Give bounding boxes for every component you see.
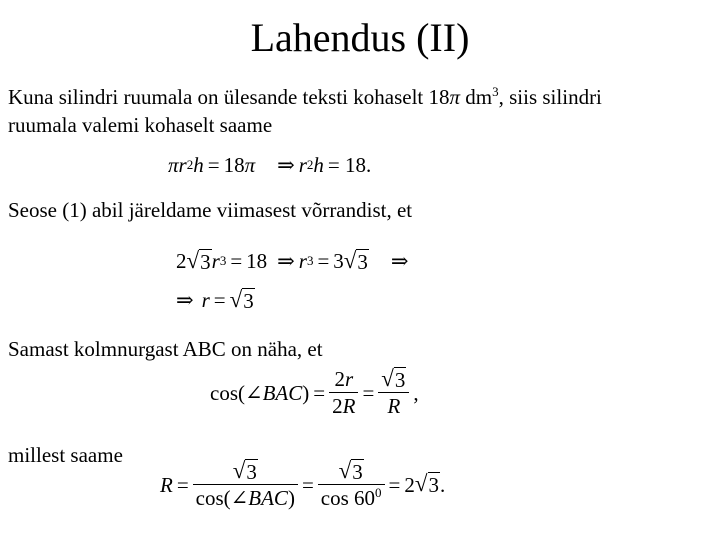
eq3-equals2: = (362, 380, 375, 405)
eq3-den2-R: R (387, 394, 401, 418)
eq3-num-r: r (344, 367, 354, 391)
eq1-pi: π (168, 153, 179, 177)
eq2-sqrt2-content: 3 (357, 249, 368, 274)
eq3-den-R: R (342, 394, 356, 418)
eq3-sqrt-content: 3 (394, 368, 406, 392)
angle-icon: ∠ (245, 380, 263, 405)
equation-4 (160, 458, 445, 511)
eq2-sqrt (187, 249, 212, 274)
eq2-line2-equals: = (213, 288, 226, 312)
eq3-fraction-1 (329, 366, 358, 419)
eq1-r: r (178, 153, 187, 177)
eq2-implies: ⇒ (277, 249, 295, 273)
eq3-den-coef: 2 (332, 394, 343, 418)
eq2-rhs: 18 (246, 249, 268, 273)
equation-2-line-1: 2 √ 3 r 3 = 18 ⇒ r 3 = 3 √ 3 ⇒ (176, 247, 409, 274)
sqrt-icon: √ (414, 471, 428, 496)
equation-1: π r 2 h = 18 π ⇒ r 2 h = 18. (168, 153, 372, 177)
eq4-R: R (160, 472, 173, 497)
eq4-equals2: = (301, 472, 314, 497)
text-relation: Seose (1) abil järeldame viimasest võrrandist, et (8, 198, 413, 222)
eq2-line2-sqrt (230, 288, 255, 313)
eq3-bac: BAC (262, 380, 303, 405)
eq4-degree: 0 (375, 485, 382, 500)
eq2-line2-implies: ⇒ (176, 288, 194, 312)
equation-2-line-2 (176, 287, 255, 313)
eq4-den2-cos: cos 60 (320, 486, 376, 510)
eq3-equals: = (313, 380, 326, 405)
eq4-sqrt2-content: 3 (352, 460, 363, 484)
eq2-equals2: = (317, 249, 330, 273)
eq2-implies2: ⇒ (390, 249, 409, 273)
eq4-equals3: = (388, 472, 401, 497)
eq1-h: h (193, 153, 204, 177)
eq2-r: r (211, 249, 220, 273)
eq4-rhs-sqrt-content: 3 (428, 473, 440, 497)
eq4-bac: BAC (248, 486, 288, 510)
sqrt-icon: √ (229, 286, 243, 312)
text-triangle: Samast kolmnurgast ABC on näha, et (8, 337, 323, 361)
sqrt-icon: √ (343, 247, 357, 273)
eq4-den-close: ) (287, 486, 295, 510)
sqrt-icon: √ (381, 366, 394, 391)
eq4-den-cos: cos( (195, 486, 231, 510)
unit-exponent: 3 (492, 84, 499, 99)
sqrt-icon: √ (186, 247, 200, 273)
eq1-h2: h (313, 153, 324, 177)
eq4-period: . (440, 472, 446, 497)
eq3-fraction-2 (378, 366, 409, 419)
eq3-num-coef: 2 (334, 367, 345, 391)
eq1-r2: r (298, 153, 307, 177)
eq3-comma: , (413, 380, 419, 405)
eq4-rhs-coef: 2 (404, 472, 415, 497)
pi-symbol: π (449, 85, 461, 109)
eq2-rhs-coef: 3 (333, 249, 344, 273)
intro-text-end: , siis silindri (498, 85, 602, 109)
eq2-sqrt2 (344, 249, 369, 274)
eq4-equals: = (176, 472, 189, 497)
eq2-line2-sqrt-content: 3 (243, 288, 254, 313)
intro-text: Kuna silindri ruumala on ülesande teksti kohaselt 18 (8, 85, 450, 109)
eq2-equals: = (230, 249, 243, 273)
eq1-implies: ⇒ (277, 153, 295, 177)
sqrt-icon: √ (338, 458, 352, 483)
equation-3 (210, 366, 419, 419)
eq4-sqrt-content: 3 (246, 460, 257, 484)
eq3-close-paren: ) (302, 380, 310, 405)
intro-line-2: ruumala valemi kohaselt saame (8, 113, 273, 137)
eq4-rhs-sqrt (415, 472, 440, 497)
eq3-cos: cos( (210, 380, 245, 405)
eq2-coef: 2 (176, 249, 187, 273)
eq4-fraction-1 (193, 458, 298, 511)
sqrt-icon: √ (232, 458, 246, 483)
page-title: Lahendus (II) (250, 15, 470, 60)
eq2-line2-r: r (201, 288, 210, 312)
eq2-r2: r (298, 249, 307, 273)
eq1-rhs-number: 18 (223, 153, 245, 177)
eq2-sqrt-content: 3 (200, 249, 211, 274)
eq4-fraction-2 (318, 458, 385, 511)
eq1-rhs2: = 18. (327, 153, 372, 177)
eq1-equals: = (207, 153, 220, 177)
intro-line-1 (8, 84, 602, 110)
angle-icon: ∠ (230, 486, 249, 510)
unit-text: dm (460, 85, 493, 109)
eq1-rhs-pi: π (244, 153, 256, 177)
text-conclusion: millest saame (8, 443, 123, 467)
